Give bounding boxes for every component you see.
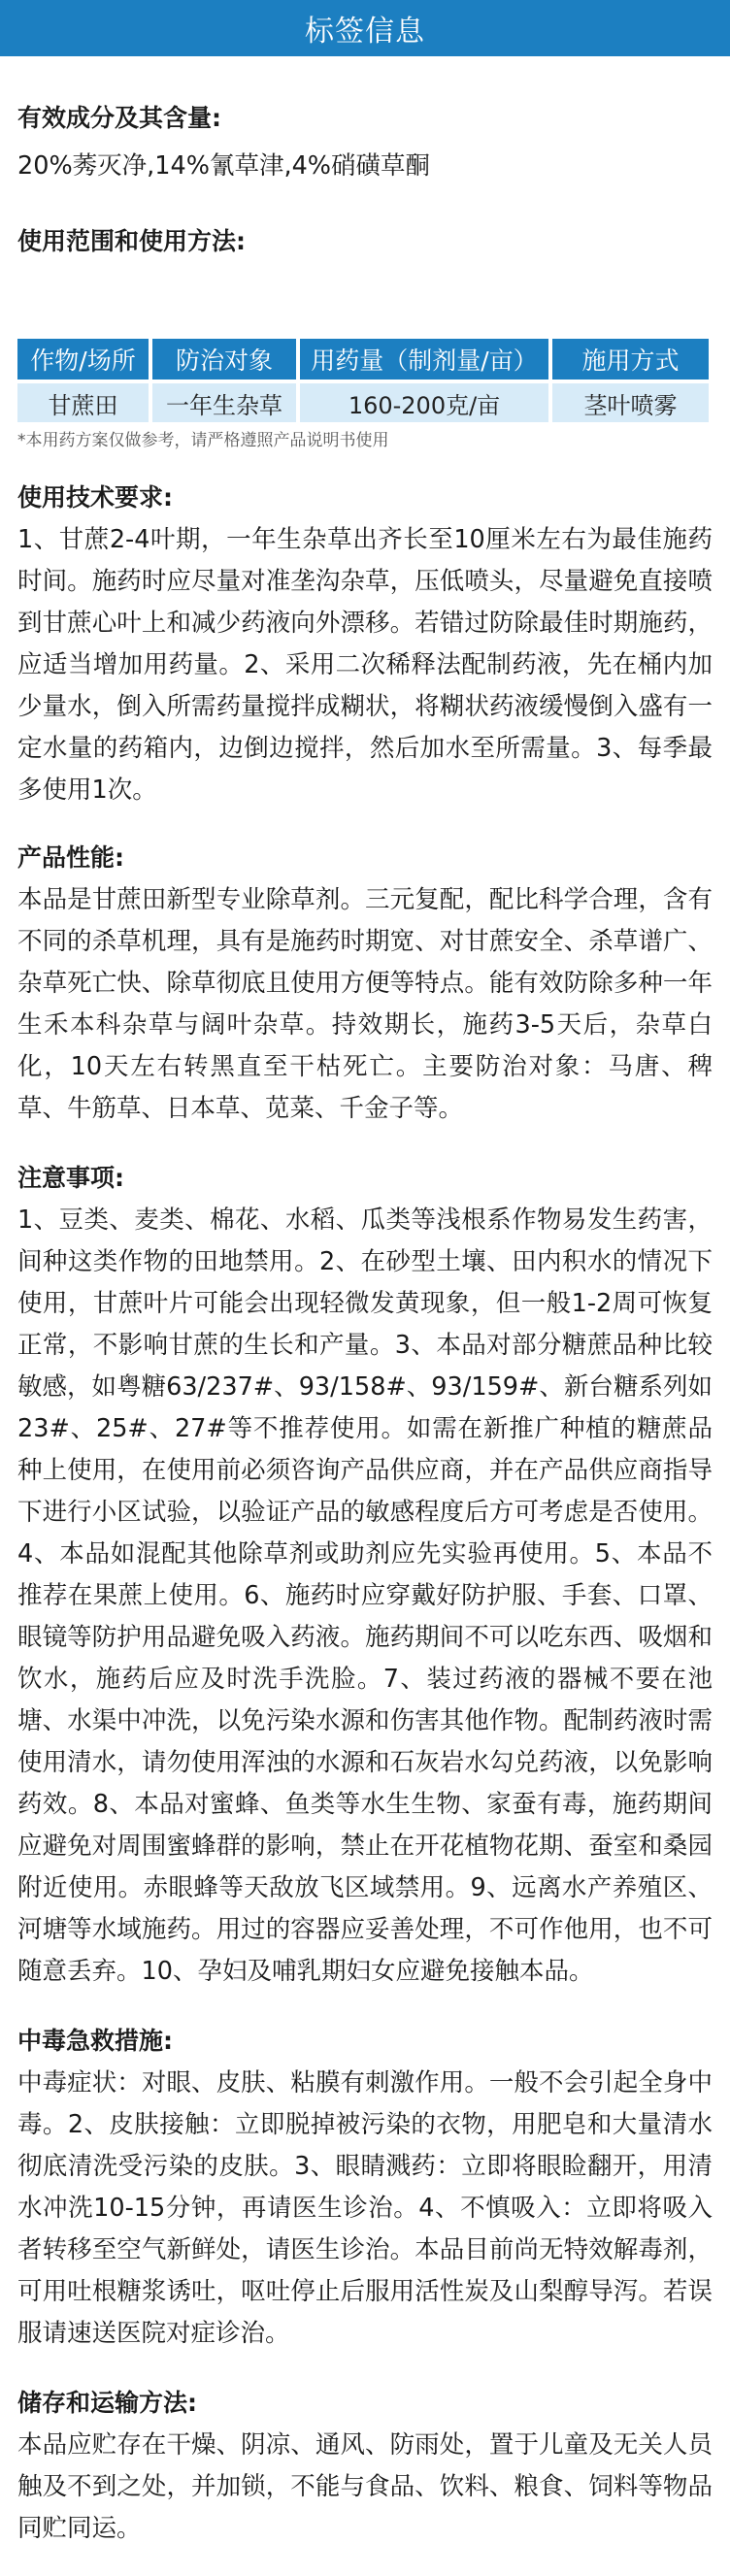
usage-section [17, 224, 713, 453]
tech-heading: 使用技术要求: [17, 483, 173, 512]
first-aid-heading: 中毒急救措施: [17, 2027, 173, 2055]
header-target: 防治对象 [152, 339, 296, 380]
first-aid-section [17, 2024, 713, 2355]
performance-section [17, 841, 713, 1130]
ingredients-section [17, 56, 713, 187]
caution-text: 1、豆类、麦类、棉花、水稻、瓜类等浅根系作物易发生药害，间种这类作物的田地禁用。2、在砂型土壤、田内积水的情况下使用，甘蔗叶片可能会出现轻微发黄现象，但一般1-2周可恢复正常，不影响甘蔗的生长和产量。3、本品对部分糖蔗品种比较敏感，如粤糖63/237#、93/158#、93/159#、新台糖系列如23#、25#、27#等不推荐使用。如需在新推广种植的糖蔗品种上使用，在使用前必须咨询产品供应商，并在产品供应商指导下进行小区试验，以验证产品的敏感程度后方可考虑是否使用。4、本品如混配其他除草剂或助剂应先实验再使用。5、本品不推荐在果蔗上使用。6、施药时应穿戴好防护服、手套、口罩、眼镜等防护用品避免吸入药液。施药期间不可以吃东西、吸烟和饮水，施药后应及时洗手洗脸。7、装过药液的器械不要在池塘、水渠中冲洗，以免污染水源和伤害其他作物。配制药液时需使用清水，请勿使用浑浊的水源和石灰岩水勾兑药液，以免影响药效。8、本品对蜜蜂、鱼类等水生生物、家蚕有毒，施药期间应避免对周围蜜蜂群的影响，禁止在开花植物花期、蚕室和桑园附近使用。赤眼蜂等天敌放飞区域禁用。9、远离水产养殖区、河塘等水域施药。用过的容器应妥善处理，不可作他用，也不可随意丢弃。10、孕妇及哺乳期妇女应避免接触本品。 [17, 1205, 713, 1986]
banner-title: 标签信息 [305, 15, 425, 49]
storage-text: 本品应贮存在干燥、阴凉、通风、防雨处，置于儿童及无关人员触及不到之处，并加锁，不能与食品、饮料、粮食、饲料等物品同贮同运。 [17, 2430, 713, 2543]
tech-text: 1、甘蔗2-4叶期，一年生杂草出齐长至10厘米左右为最佳施药时间。施药时应尽量对准垄沟杂草，压低喷头，尽量避免直接喷到甘蔗心叶上和减少药液向外漂移。若错过防除最佳时期施药，应适当增加用药量。2、采用二次稀释法配制药液，先在桶内加少量水，倒入所需药量搅拌成糊状，将糊状药液缓慢倒入盛有一定水量的药箱内，边倒边搅拌，然后加水至所需量。3、每季最多使用1次。 [17, 525, 713, 805]
cell-crop: 甘蔗田 [17, 383, 149, 422]
performance-text: 本品是甘蔗田新型专业除草剂。三元复配，配比科学合理，含有不同的杀草机理，具有是施药时期宽、对甘蔗安全、杀草谱广、杂草死亡快、除草彻底且使用方便等特点。能有效防除多种一年生禾本科杂草与阔叶杂草。持效期长，施药3-5天后，杂草白化，10天左右转黑直至干枯死亡。主要防治对象：马唐、稗草、牛筋草、日本草、苋菜、千金子等。 [17, 885, 713, 1123]
ingredients-text: 20%莠灭净,14%氰草津,4%硝磺草酮 [17, 151, 431, 181]
first-aid-text: 中毒症状：对眼、皮肤、粘膜有刺激作用。一般不会引起全身中毒。2、皮肤接触：立即脱掉被污染的衣物，用肥皂和大量清水彻底清洗受污染的皮肤。3、眼睛溅药：立即将眼睑翻开，用清水冲洗10-15分钟，再请医生诊治。4、不慎吸入：立即将吸入者转移至空气新鲜处，请医生诊治。本品目前尚无特效解毒剂，可用吐根糖浆诱吐，呕吐停止后服用活性炭及山梨醇导泻。若误服请速送医院对症诊治。 [17, 2068, 713, 2348]
label-content [0, 56, 730, 2550]
cautions-section [17, 1161, 713, 1993]
usage-note: *本用药方案仅做参考，请严格遵照产品说明书使用 [17, 431, 389, 450]
usage-heading: 使用范围和使用方法: [17, 227, 246, 255]
tech-requirements-section [17, 480, 713, 811]
ingredients-heading: 有效成分及其含量: [17, 104, 221, 132]
cell-dosage: 160-200克/亩 [300, 383, 548, 422]
table-row [17, 383, 709, 422]
performance-heading: 产品性能: [17, 843, 124, 872]
cell-target: 一年生杂草 [152, 383, 296, 422]
dosage-table [14, 335, 713, 426]
storage-heading: 储存和运输方法: [17, 2389, 197, 2417]
dosage-table-header-row [17, 339, 709, 380]
caution-heading: 注意事项: [17, 1164, 124, 1192]
header-crop: 作物/场所 [17, 339, 149, 380]
header-method: 施用方式 [552, 339, 709, 380]
storage-section [17, 2386, 713, 2550]
label-info-banner [0, 0, 730, 56]
cell-method: 茎叶喷雾 [552, 383, 709, 422]
header-dosage: 用药量（制剂量/亩） [300, 339, 548, 380]
